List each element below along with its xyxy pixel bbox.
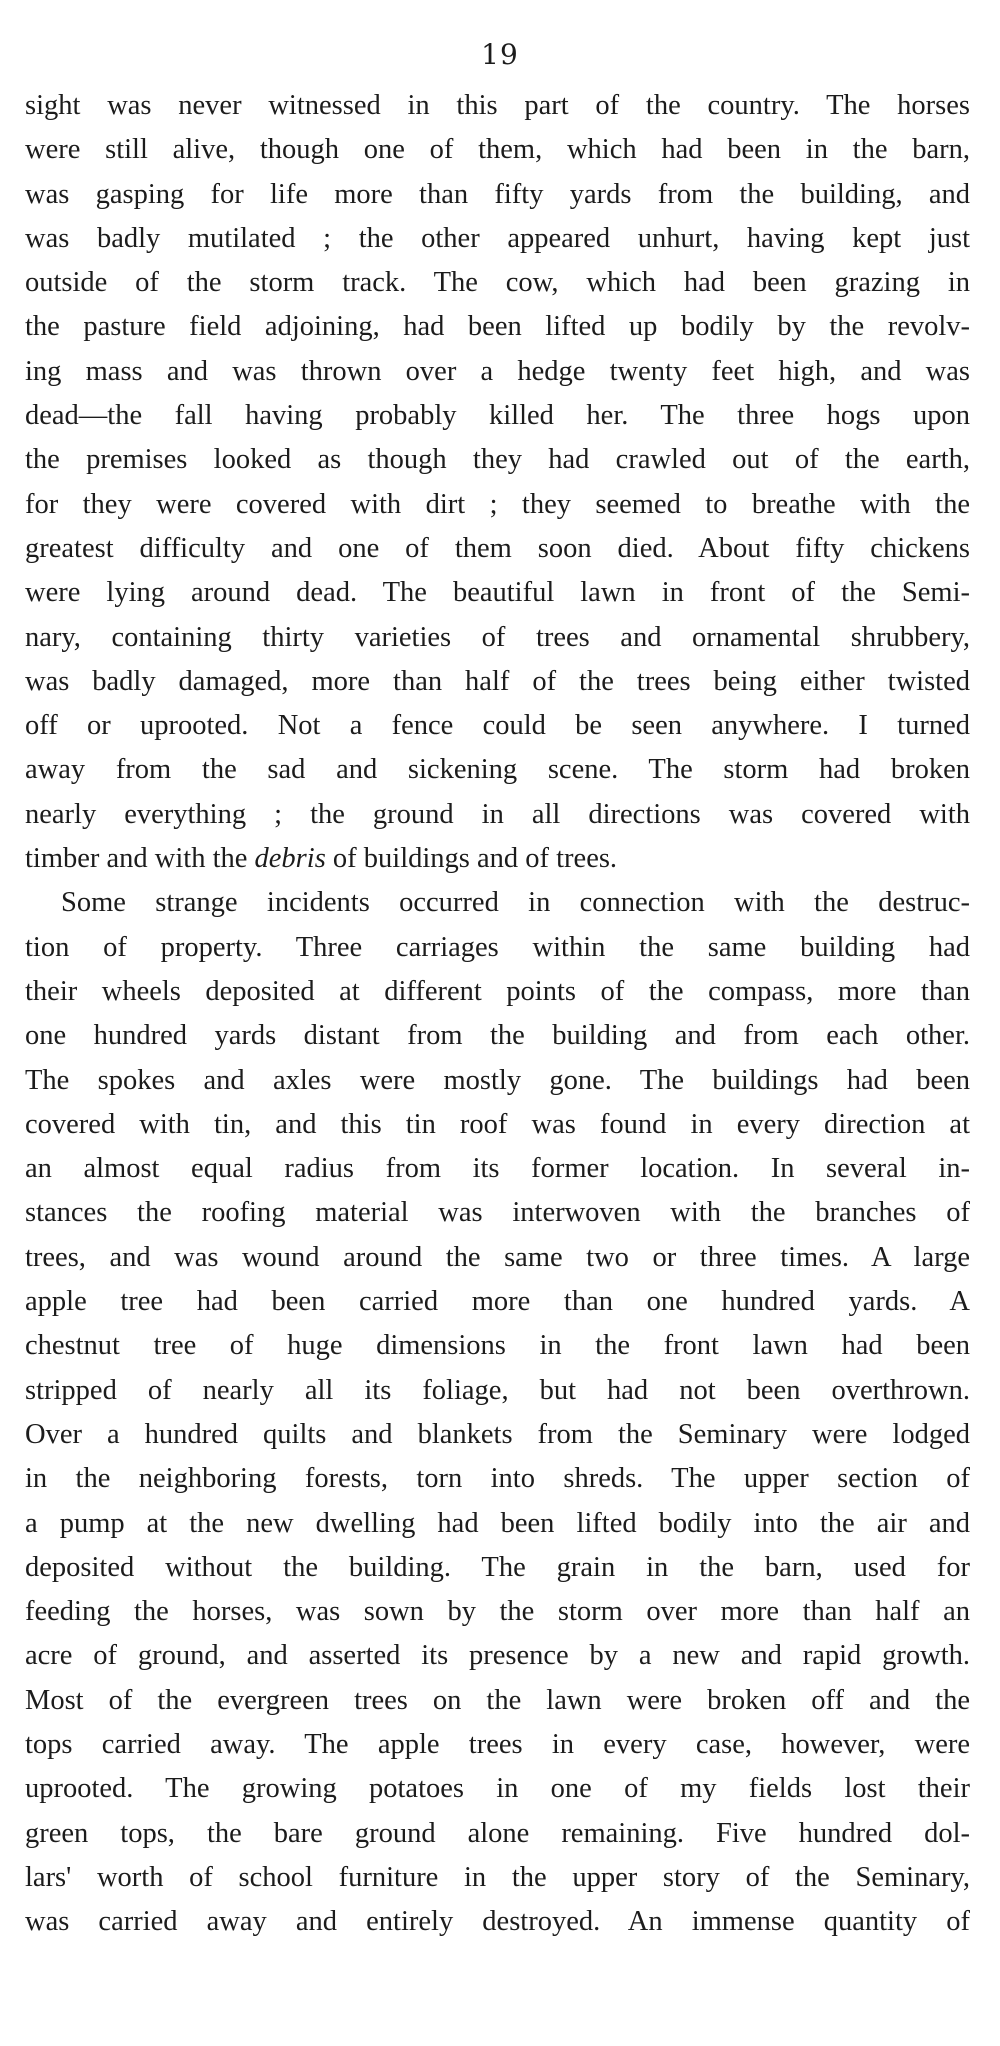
text-run: was carried away and entirely destroyed. An immense quantity of (25, 1906, 970, 1938)
text-run: away from the sad and sickening scene. The storm had broken (25, 754, 970, 786)
text-run: lars' worth of school furniture in the upper story of the Seminary, (25, 1861, 970, 1893)
text-line (25, 793, 970, 837)
text-run: nearly everything ; the ground in all directions was covered with (25, 798, 970, 830)
text-run: a pump at the new dwelling had been lifted bodily into the air and (25, 1507, 970, 1539)
text-run: uprooted. The growing potatoes in one of my fields lost their (25, 1773, 970, 1805)
text-line (25, 128, 970, 172)
text-run: trees, and was wound around the same two or three times. A large (25, 1241, 970, 1273)
text-run: apple tree had been carried more than one hundred yards. A (25, 1286, 970, 1318)
text-run: Some strange incidents occurred in connection with the destruc- (61, 887, 970, 919)
text-line (25, 1634, 970, 1678)
text-line (25, 1014, 970, 1058)
text-run: feeding the horses, was sown by the storm over more than half an (25, 1596, 970, 1628)
text-line (25, 1236, 970, 1280)
text-run: for they were covered with dirt ; they seemed to breathe with the (25, 488, 970, 520)
text-line (25, 305, 970, 349)
text-run: tops carried away. The apple trees in every case, however, were (25, 1728, 970, 1760)
text-line (25, 704, 970, 748)
text-run: in the neighboring forests, torn into shreds. The upper section of (25, 1463, 970, 1495)
text-line (25, 1369, 970, 1413)
text-line (25, 1679, 970, 1723)
text-line (25, 1900, 970, 1944)
text-run: The spokes and axles were mostly gone. The buildings had been (25, 1064, 970, 1096)
text-line (25, 173, 970, 217)
text-run: off or uprooted. Not a fence could be seen anywhere. I turned (25, 710, 970, 742)
text-line (25, 926, 970, 970)
text-line (25, 438, 970, 482)
text-run: nary, containing thirty varieties of trees and ornamental shrubbery, (25, 621, 970, 653)
text-run: of buildings and of trees. (325, 843, 618, 875)
text-run: were lying around dead. The beautiful lawn in front of the Semi- (25, 577, 970, 609)
text-run: stances the roofing material was interwoven with the branches of (25, 1197, 970, 1229)
text-run: was badly damaged, more than half of the trees being either twisted (25, 665, 970, 697)
text-line (25, 1546, 970, 1590)
text-line (25, 1590, 970, 1634)
text-run: the pasture field adjoining, had been lifted up bodily by the revolv- (25, 311, 970, 343)
italic-word: debris (254, 843, 326, 875)
body-text (25, 84, 970, 1944)
text-line (25, 1767, 970, 1811)
text-line (25, 1723, 970, 1767)
text-run: deposited without the building. The grain in the barn, used for (25, 1551, 970, 1583)
text-line (25, 84, 970, 128)
text-line (25, 1502, 970, 1546)
text-line (25, 261, 970, 305)
text-line (25, 217, 970, 261)
text-run: one hundred yards distant from the building and from each other. (25, 1020, 970, 1052)
text-line (25, 527, 970, 571)
text-run: sight was never witnessed in this part of the country. The horses (25, 90, 970, 121)
text-run: ing mass and was thrown over a hedge twenty feet high, and was (25, 355, 970, 387)
text-line (25, 1059, 970, 1103)
text-line (25, 970, 970, 1014)
text-run: acre of ground, and asserted its presence by a new and rapid growth. (25, 1640, 970, 1672)
text-run: was badly mutilated ; the other appeared unhurt, having kept just (25, 222, 970, 254)
page-number: 19 (481, 38, 519, 71)
text-line (25, 1457, 970, 1501)
text-run: stripped of nearly all its foliage, but had not been overthrown. (25, 1374, 970, 1406)
text-run: was gasping for life more than fifty yards from the building, and (25, 178, 970, 210)
text-line (25, 1280, 970, 1324)
text-run: green tops, the bare ground alone remaining. Five hundred dol- (25, 1817, 970, 1849)
text-line (25, 571, 970, 615)
text-run: an almost equal radius from its former location. In several in- (25, 1153, 970, 1185)
text-run: Over a hundred quilts and blankets from the Seminary were lodged (25, 1418, 970, 1450)
text-line (25, 748, 970, 792)
text-run: timber and with the (25, 843, 255, 875)
text-line (25, 1147, 970, 1191)
text-run: dead—the fall having probably killed her. The three hogs upon (25, 400, 970, 432)
text-line (25, 1191, 970, 1235)
text-line (25, 350, 970, 394)
text-line (25, 1103, 970, 1147)
text-run: chestnut tree of huge dimensions in the front lawn had been (25, 1330, 970, 1362)
text-run: were still alive, though one of them, which had been in the barn, (25, 134, 970, 166)
text-line (25, 1413, 970, 1457)
text-run: greatest difficulty and one of them soon died. About fifty chickens (25, 532, 970, 564)
text-line (25, 1324, 970, 1368)
text-run: outside of the storm track. The cow, which had been grazing in (25, 267, 970, 299)
text-run: tion of property. Three carriages within the same building had (25, 931, 970, 963)
text-run: their wheels deposited at different points of the compass, more than (25, 975, 970, 1007)
text-line (25, 483, 970, 527)
text-line (25, 616, 970, 660)
text-run: the premises looked as though they had crawled out of the earth, (25, 444, 970, 476)
text-line (25, 660, 970, 704)
text-run: Most of the evergreen trees on the lawn were broken off and the (25, 1684, 970, 1716)
text-run: covered with tin, and this tin roof was found in every direction at (25, 1108, 970, 1140)
text-line (25, 881, 970, 925)
text-line (25, 1812, 970, 1856)
text-line (25, 1856, 970, 1900)
text-line (25, 837, 970, 881)
text-line (25, 394, 970, 438)
